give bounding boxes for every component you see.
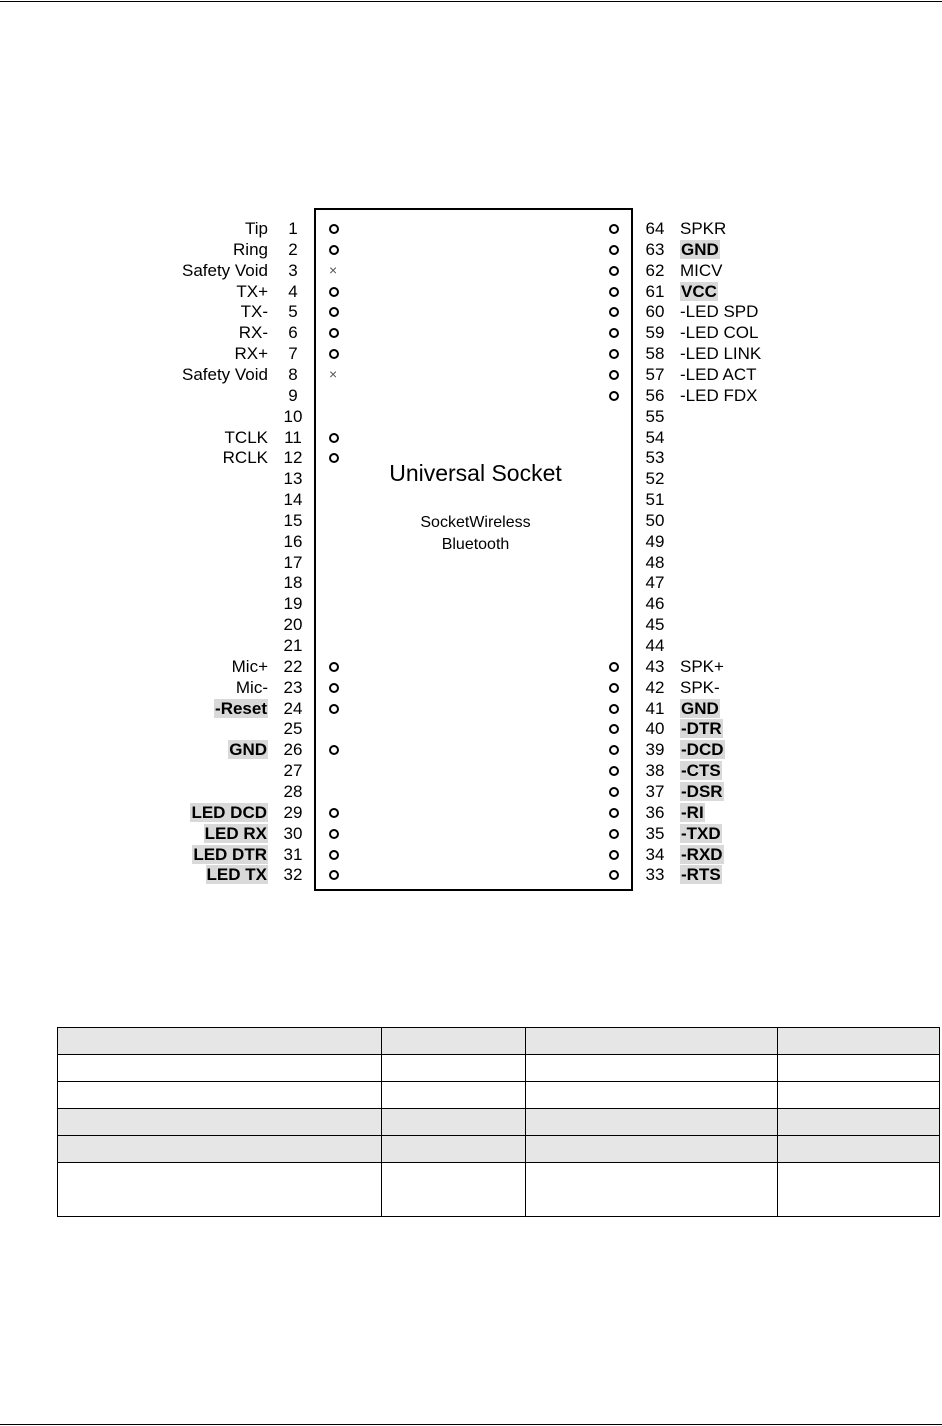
right-pin-hole-36 xyxy=(609,808,619,818)
left-pin-number-2: 2 xyxy=(288,239,298,259)
right-pin-number-53: 53 xyxy=(645,448,665,468)
right-pin-label-56 xyxy=(680,386,757,405)
right-pin-number-60: 60 xyxy=(645,302,665,322)
left-pin-number-30: 30 xyxy=(283,823,303,843)
right-pin-hole-61 xyxy=(609,287,619,297)
left-pin-hole-24 xyxy=(329,704,339,714)
right-pin-number-62: 62 xyxy=(645,260,665,280)
pin-label-text: GND xyxy=(681,698,719,718)
pin-label-text: -LED LINK xyxy=(680,344,762,364)
left-pin-number-26: 26 xyxy=(283,740,303,760)
right-pin-label-63 xyxy=(680,240,720,259)
right-pin-label-36 xyxy=(680,803,705,822)
right-pin-number-33: 33 xyxy=(645,865,665,885)
left-pin-label-6 xyxy=(239,323,268,342)
right-pin-number-40: 40 xyxy=(645,719,665,739)
table-cell xyxy=(382,1055,526,1082)
left-pin-number-7: 7 xyxy=(288,344,298,364)
left-pin-number-32: 32 xyxy=(283,865,303,885)
pin-label-text: RX+ xyxy=(234,344,268,364)
table-cell xyxy=(58,1082,382,1109)
pin-label-text: LED TX xyxy=(206,865,267,885)
right-pin-hole-42 xyxy=(609,683,619,693)
pin-label-text: -RI xyxy=(681,802,704,822)
left-pin-label-7 xyxy=(234,344,268,363)
table-cell xyxy=(778,1055,940,1082)
table-row xyxy=(58,1082,940,1109)
left-pin-hole-30 xyxy=(329,829,339,839)
right-pin-number-50: 50 xyxy=(645,510,665,530)
right-pin-number-61: 61 xyxy=(645,281,665,301)
right-pin-hole-41 xyxy=(609,704,619,714)
right-pin-label-62 xyxy=(680,261,723,280)
left-pin-hole-1 xyxy=(329,224,339,234)
table-cell xyxy=(382,1109,526,1136)
right-pin-number-52: 52 xyxy=(645,469,665,489)
table-cell xyxy=(526,1109,778,1136)
pin-label-text: LED DCD xyxy=(191,802,267,822)
right-pin-number-55: 55 xyxy=(645,406,665,426)
table-cell xyxy=(526,1136,778,1163)
socket-title: Universal Socket xyxy=(389,460,562,486)
left-pin-number-17: 17 xyxy=(283,552,303,572)
pin-label-text: -TXD xyxy=(681,823,721,843)
table-row xyxy=(58,1109,940,1136)
right-pin-hole-43 xyxy=(609,662,619,672)
right-pin-number-51: 51 xyxy=(645,490,665,510)
left-pin-label-11 xyxy=(225,428,268,447)
table-cell xyxy=(778,1028,940,1055)
table-cell xyxy=(526,1055,778,1082)
right-pin-number-44: 44 xyxy=(645,636,665,655)
pin-label-text: TX- xyxy=(240,302,268,322)
left-pin-number-28: 28 xyxy=(283,781,303,801)
right-pin-label-61 xyxy=(680,282,718,301)
right-pin-number-42: 42 xyxy=(645,677,665,697)
left-pin-number-31: 31 xyxy=(283,844,303,864)
table-cell xyxy=(382,1028,526,1055)
left-pin-hole-29 xyxy=(329,808,339,818)
pin-label-text: TCLK xyxy=(224,427,268,447)
table-cell xyxy=(778,1163,940,1217)
socket-subtitle-line2: Bluetooth xyxy=(441,536,510,553)
right-pin-label-40 xyxy=(680,719,723,738)
right-pin-number-59: 59 xyxy=(645,323,665,343)
right-pin-label-58 xyxy=(680,344,761,363)
right-pin-hole-56 xyxy=(609,391,619,401)
pin-label-text: Safety Void xyxy=(181,364,268,384)
table-row xyxy=(58,1136,940,1163)
left-pin-label-4 xyxy=(236,282,268,301)
pin-label-text: -LED SPD xyxy=(680,302,759,322)
pin-label-text: LED RX xyxy=(204,823,267,843)
pin-label-text: Mic- xyxy=(235,677,268,697)
pin-label-text: -DCD xyxy=(681,740,724,760)
right-pin-number-39: 39 xyxy=(645,740,665,760)
right-pin-hole-34 xyxy=(609,850,619,860)
left-pin-number-20: 20 xyxy=(283,615,303,635)
left-pin-void-3: × xyxy=(329,261,338,278)
left-pin-number-13: 13 xyxy=(283,469,303,489)
pin-label-text: MICV xyxy=(680,260,723,280)
left-pin-label-30 xyxy=(204,824,268,843)
pin-label-text: -LED FDX xyxy=(680,385,758,405)
left-pin-number-19: 19 xyxy=(283,594,303,614)
right-pin-number-63: 63 xyxy=(645,239,665,259)
left-pin-number-6: 6 xyxy=(288,323,298,343)
right-pin-label-60 xyxy=(680,302,758,321)
table-cell xyxy=(526,1082,778,1109)
right-pin-label-33 xyxy=(680,865,722,884)
left-pin-number-29: 29 xyxy=(283,802,303,822)
pin-label-text: -Reset xyxy=(215,698,267,718)
left-pin-hole-4 xyxy=(329,287,339,297)
footer-rule xyxy=(0,1424,942,1425)
pin-label-text: -LED ACT xyxy=(680,364,757,384)
right-pin-number-45: 45 xyxy=(645,615,665,635)
right-pin-number-41: 41 xyxy=(645,698,665,718)
right-pin-label-39 xyxy=(680,740,725,759)
table-cell xyxy=(58,1163,382,1217)
pin-label-text: Ring xyxy=(233,239,268,259)
left-pin-number-18: 18 xyxy=(283,573,303,593)
right-pin-number-37: 37 xyxy=(645,781,665,801)
right-pin-label-37 xyxy=(680,782,724,801)
pin-label-text: SPK- xyxy=(680,677,720,697)
pin-label-text: Tip xyxy=(245,219,268,238)
pin-label-text: -RXD xyxy=(681,844,723,864)
left-pin-number-24: 24 xyxy=(283,698,303,718)
right-pin-label-38 xyxy=(680,761,722,780)
right-pin-label-43 xyxy=(680,657,724,676)
left-pin-label-12 xyxy=(223,448,268,467)
pin-label-text: GND xyxy=(229,740,267,760)
right-pin-number-49: 49 xyxy=(645,531,665,551)
pin-label-text: LED DTR xyxy=(193,844,267,864)
right-pin-label-41 xyxy=(680,699,720,718)
table-cell xyxy=(526,1028,778,1055)
right-pin-number-58: 58 xyxy=(645,344,665,364)
table-cell xyxy=(58,1136,382,1163)
left-pin-label-23 xyxy=(236,678,268,697)
pin-label-text: Safety Void xyxy=(181,260,268,280)
right-pin-hole-62 xyxy=(609,266,619,276)
left-pin-hole-11 xyxy=(329,433,339,443)
right-pin-number-64: 64 xyxy=(645,219,665,238)
right-pin-number-54: 54 xyxy=(645,427,665,447)
right-pin-label-64 xyxy=(680,219,726,238)
table-cell xyxy=(58,1109,382,1136)
left-pin-number-4: 4 xyxy=(288,281,298,301)
table-cell xyxy=(58,1028,382,1055)
left-pin-number-11: 11 xyxy=(284,427,302,447)
left-pin-number-3: 3 xyxy=(288,260,298,280)
right-pin-label-35 xyxy=(680,824,722,843)
left-pin-number-16: 16 xyxy=(283,531,303,551)
pin-label-text: SPKR xyxy=(680,219,727,238)
right-pin-number-48: 48 xyxy=(645,552,665,572)
left-pin-label-22 xyxy=(232,657,268,676)
table-row xyxy=(58,1163,940,1217)
pin-label-text: TX+ xyxy=(236,281,268,301)
right-pin-number-38: 38 xyxy=(645,761,665,781)
left-pin-number-23: 23 xyxy=(283,677,303,697)
pin-label-text: -DSR xyxy=(681,781,723,801)
right-pin-hole-35 xyxy=(609,829,619,839)
right-pin-hole-64 xyxy=(609,224,619,234)
left-pin-label-31 xyxy=(192,845,268,864)
left-pin-number-5: 5 xyxy=(288,302,298,322)
table-row xyxy=(58,1028,940,1055)
left-pin-number-15: 15 xyxy=(283,510,303,530)
left-pin-label-32 xyxy=(206,865,268,884)
pin-label-text: -DTR xyxy=(681,719,722,739)
left-pin-number-9: 9 xyxy=(288,385,298,405)
spec-table xyxy=(57,1027,940,1217)
left-pin-number-8: 8 xyxy=(288,364,298,384)
table-cell xyxy=(778,1082,940,1109)
pin-label-text: SPK+ xyxy=(680,656,724,676)
left-pin-number-22: 22 xyxy=(283,656,303,676)
spec-table-body xyxy=(58,1028,940,1217)
left-pin-number-14: 14 xyxy=(283,490,303,510)
left-pin-hole-22 xyxy=(329,662,339,672)
left-pin-label-24 xyxy=(214,699,268,718)
right-pin-label-57 xyxy=(680,365,757,384)
right-pin-label-34 xyxy=(680,845,724,864)
table-row xyxy=(58,1055,940,1082)
table-cell xyxy=(382,1136,526,1163)
pin-label-text: -RTS xyxy=(681,865,721,885)
table-cell xyxy=(778,1136,940,1163)
left-pin-label-5 xyxy=(241,302,268,321)
table-cell xyxy=(382,1082,526,1109)
right-pin-label-42 xyxy=(680,678,720,697)
right-pin-number-43: 43 xyxy=(645,656,665,676)
table-cell xyxy=(382,1163,526,1217)
left-pin-void-8: × xyxy=(329,365,338,382)
left-pin-hole-2 xyxy=(329,245,339,255)
right-pin-hole-57 xyxy=(609,370,619,380)
right-pin-hole-63 xyxy=(609,245,619,255)
pin-label-text: RCLK xyxy=(222,448,268,468)
pin-label-text: -LED COL xyxy=(680,323,759,343)
right-pin-number-57: 57 xyxy=(645,364,665,384)
pin-label-text: RX- xyxy=(238,323,268,343)
left-pin-label-26 xyxy=(228,740,268,759)
left-pin-hole-31 xyxy=(329,850,339,860)
left-pin-number-12: 12 xyxy=(283,448,303,468)
left-pin-label-29 xyxy=(190,803,268,822)
left-pin-label-2 xyxy=(233,240,268,259)
right-pin-number-46: 46 xyxy=(645,594,665,614)
left-pin-number-10: 10 xyxy=(283,406,303,426)
left-pin-label-3 xyxy=(182,261,268,280)
pin-label-text: VCC xyxy=(681,281,717,301)
pin-label-text: GND xyxy=(681,239,719,259)
socket-subtitle-line1: SocketWireless xyxy=(420,514,531,531)
right-pin-hole-37 xyxy=(609,787,619,797)
left-pin-number-1: 1 xyxy=(288,219,298,238)
table-cell xyxy=(778,1109,940,1136)
right-pin-label-59 xyxy=(680,323,758,342)
left-pin-number-21: 21 xyxy=(283,636,303,655)
left-pin-label-8 xyxy=(182,365,268,384)
left-pin-number-27: 27 xyxy=(283,761,303,781)
right-pin-number-36: 36 xyxy=(645,802,665,822)
table-cell xyxy=(58,1055,382,1082)
right-pin-number-56: 56 xyxy=(645,385,665,405)
left-pin-hole-23 xyxy=(329,683,339,693)
right-pin-number-47: 47 xyxy=(645,573,665,593)
table-cell xyxy=(526,1163,778,1217)
pin-label-text: -CTS xyxy=(681,761,721,781)
left-pin-number-25: 25 xyxy=(283,719,303,739)
right-pin-number-34: 34 xyxy=(645,844,665,864)
right-pin-number-35: 35 xyxy=(645,823,665,843)
pin-label-text: Mic+ xyxy=(231,656,268,676)
left-pin-label-1 xyxy=(245,219,268,238)
